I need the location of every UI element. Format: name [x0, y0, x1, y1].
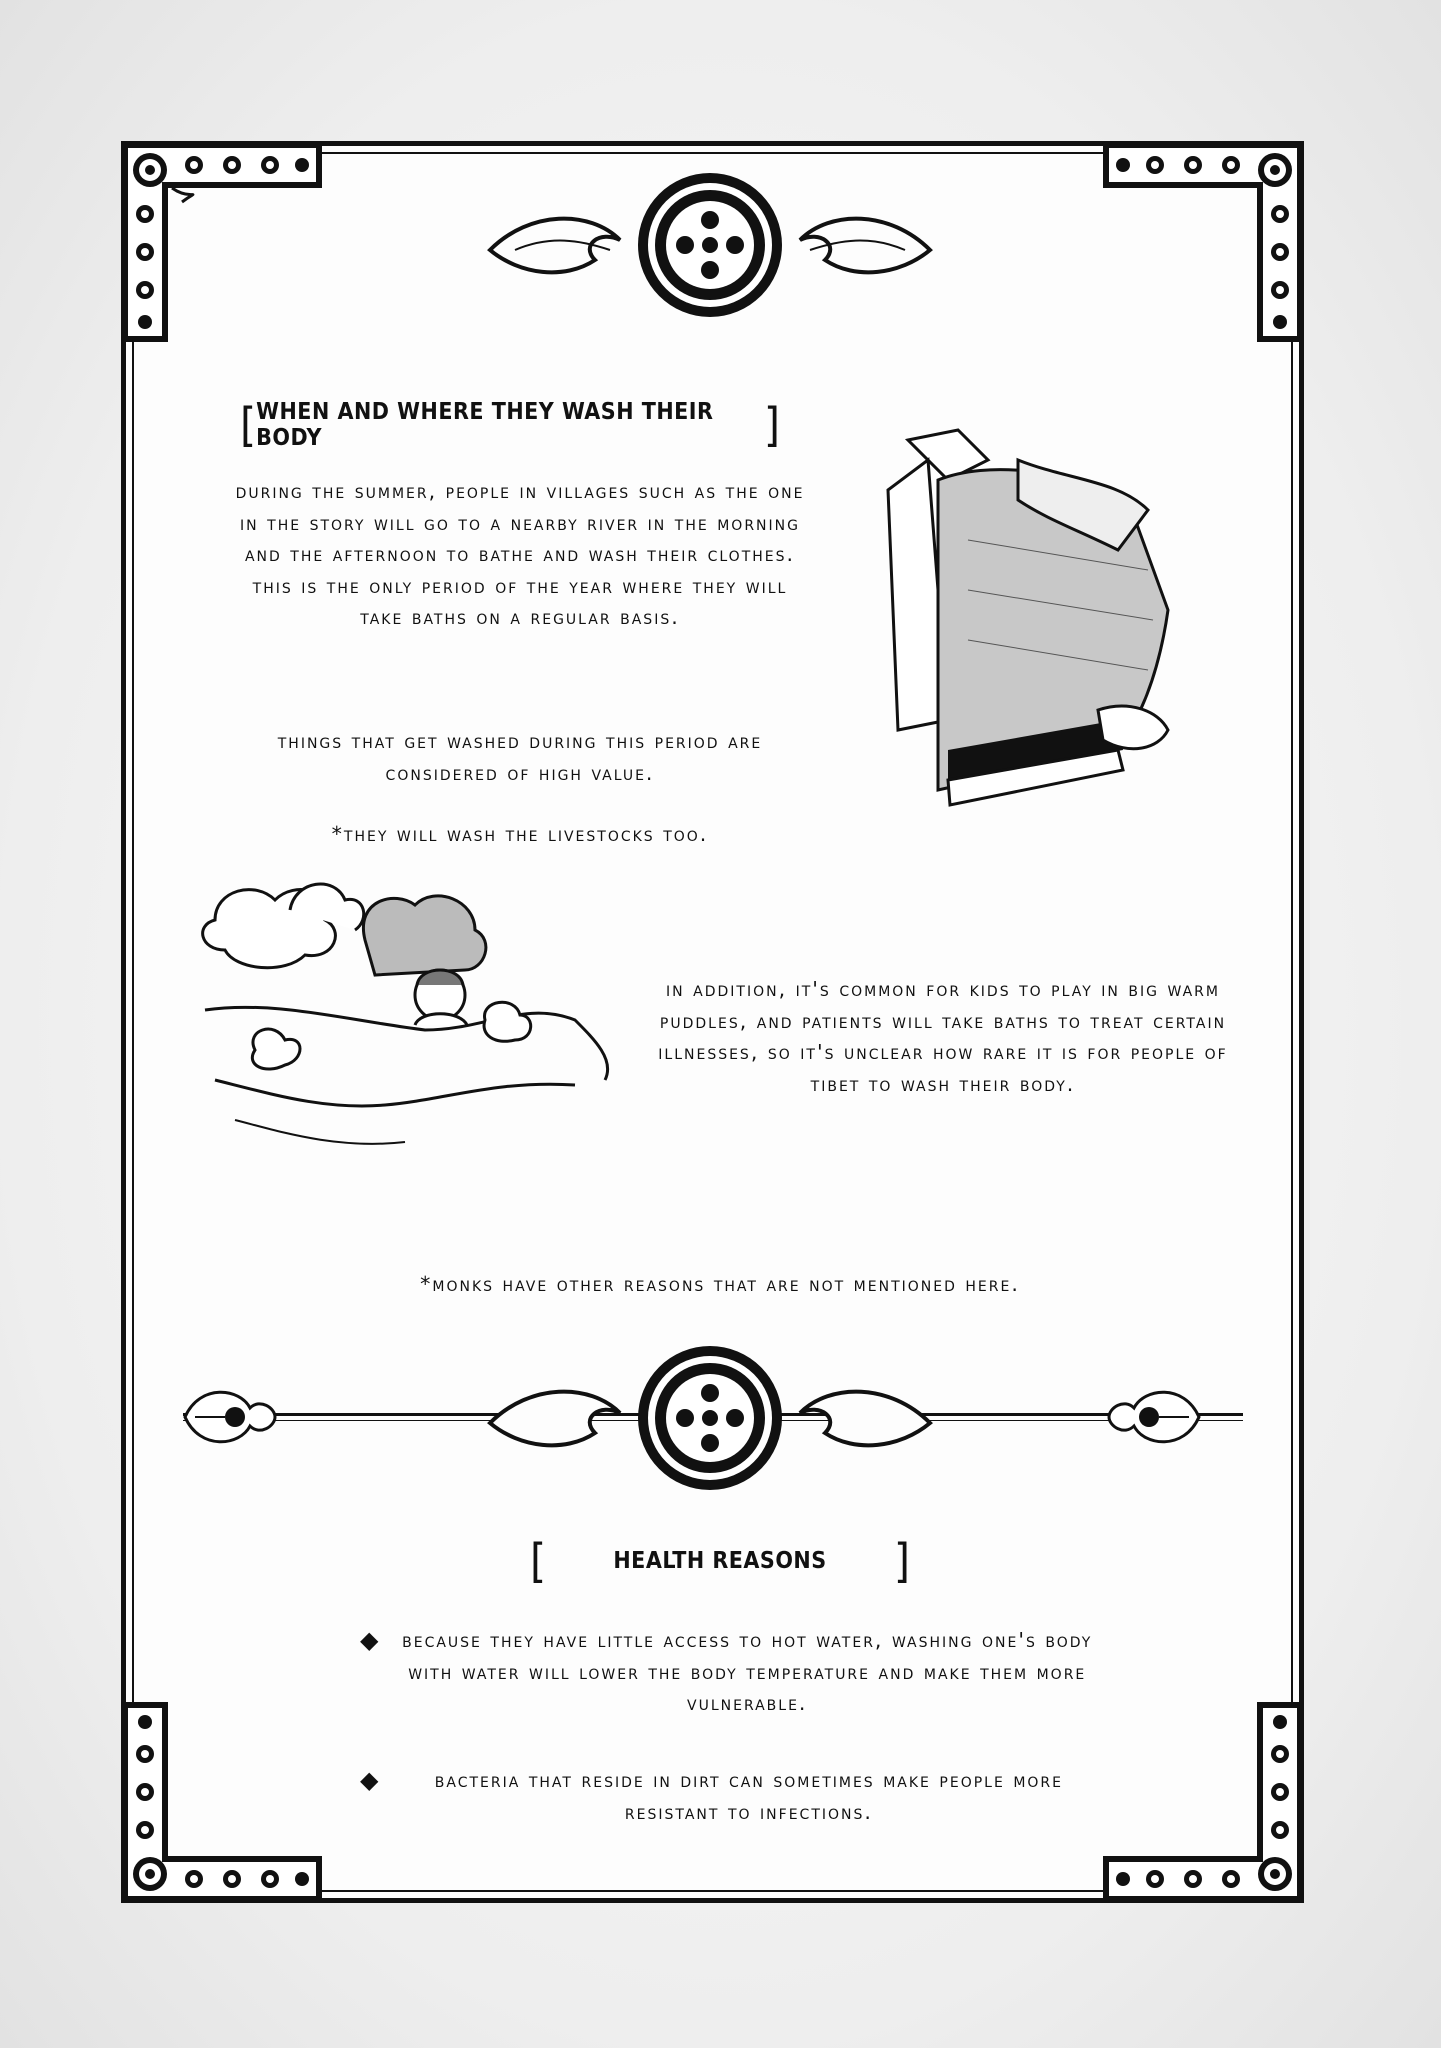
bullet-text: bacteria that reside in dirt can sometimes make people more resistant to infections. [434, 1768, 1063, 1824]
heading-open-bracket: [ [240, 398, 257, 452]
paragraph-kids-puddles: in addition, it's common for kids to play in big warm puddles, and patients will take baths to treat certain illnesses, so it's unclear how rare it is for people of tibet to wash their body. [658, 977, 1228, 1096]
bullet-text: because they have little access to hot water, washing one's body with water will lower the body temperature and make them more vulnerable. [402, 1628, 1093, 1715]
bullet-item [360, 1625, 1100, 1720]
heading-text: WHEN AND WHERE THEY WASH THEIR BODY [256, 399, 714, 451]
heading-close-bracket: ] [893, 1534, 910, 1588]
note-livestock: *they will wash the livestocks too. [331, 822, 709, 846]
heading-open-bracket: [ [530, 1534, 547, 1588]
bullet-item [360, 1765, 1100, 1828]
heading-text: HEALTH REASONS [613, 1548, 827, 1574]
divider-wing-ornament-left [180, 1378, 280, 1456]
section-heading-health [530, 1535, 910, 1587]
corner-ornament-bottom-left [122, 1702, 322, 1902]
divider-wing-ornament-right [1104, 1378, 1204, 1456]
paragraph-summer-bathing: during the summer, people in villages such as the one in the story will go to a nearby river in the morning and the afternoon to bathe and wash their clothes. this is the only period of the year where they will take baths on a regular basis. [235, 479, 805, 629]
hot-spring-bath-illustration [195, 880, 625, 1170]
footnote-monks: *monks have other reasons that are not mentioned here. [420, 1272, 1020, 1296]
diamond-bullet-icon: ◆ [360, 1626, 381, 1654]
paragraph-high-value: things that get washed during this period are considered of high value. [277, 729, 763, 785]
tibetan-robe-illustration [868, 420, 1178, 815]
medallion-ornament-top [470, 170, 950, 320]
corner-ornament-top-right [1103, 142, 1303, 342]
heading-close-bracket: ] [763, 398, 780, 452]
diamond-bullet-icon: ◆ [360, 1766, 381, 1794]
corner-ornament-bottom-right [1103, 1702, 1303, 1902]
medallion-ornament-middle [470, 1343, 950, 1493]
corner-ornament-top-left [122, 142, 322, 342]
section-heading-wash [240, 400, 780, 450]
